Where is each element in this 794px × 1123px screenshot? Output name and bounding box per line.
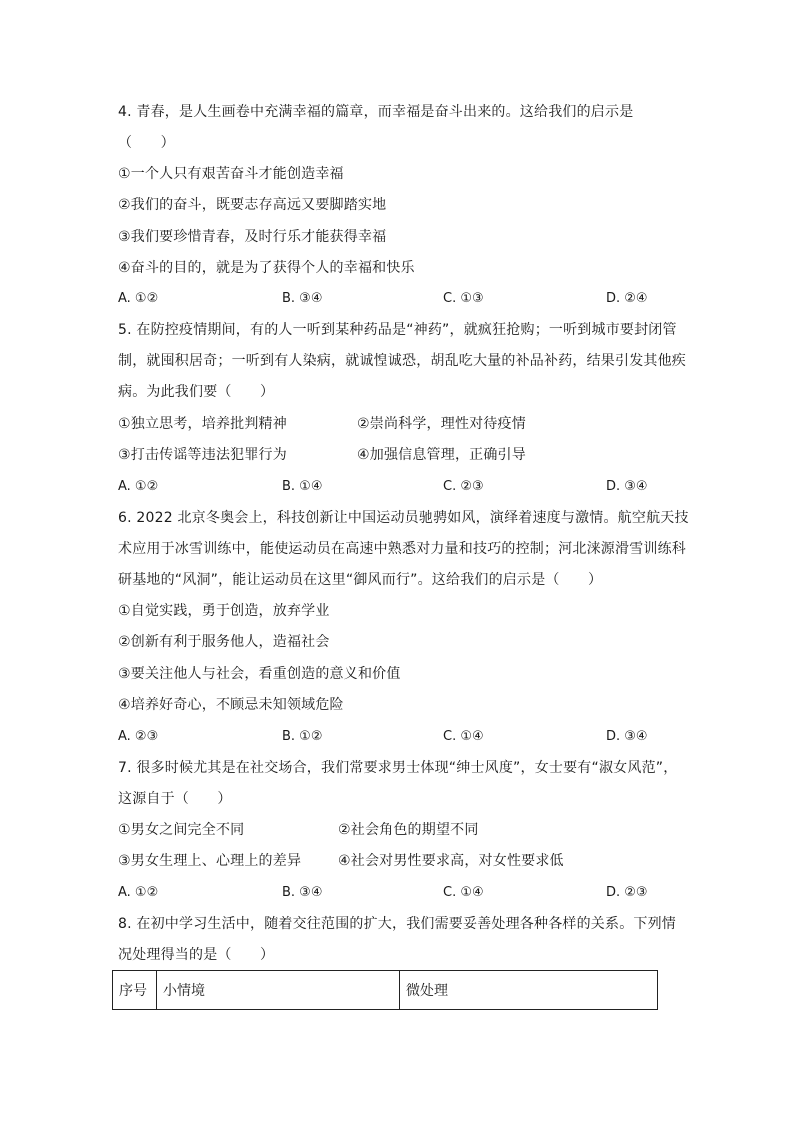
q7-option-a: A. ①②	[118, 885, 159, 900]
q4-stem-line-1: 4. 青春，是人生画卷中充满幸福的篇章，而幸福是奋斗出来的。这给我们的启示是	[118, 104, 634, 120]
q5-stem-line-2: 制，就囤积居奇；一听到有人染病，就诚惶诚恐，胡乱吃大量的补品补药，结果引发其他疾	[118, 353, 686, 369]
q4-option-c: C. ①③	[443, 291, 484, 306]
q7-option-d: D. ②③	[606, 885, 648, 900]
q5-stem-line-1: 5. 在防控疫情期间，有的人一听到某种药品是“神药”，就疯狂抢购；一听到城市要封闭管	[118, 322, 677, 338]
q6-stem-line-3: 研基地的“风洞”，能让运动员在这里“御风而行”。这给我们的启示是（ ）	[118, 572, 603, 588]
q5-option-c: C. ②③	[443, 479, 484, 494]
q4-stem-line-2: （ ）	[118, 135, 175, 151]
q7-item-2: ②社会角色的期望不同	[338, 822, 479, 838]
q4-item-1: ①一个人只有艰苦奋斗才能创造幸福	[118, 166, 344, 182]
q5-option-d: D. ③④	[606, 479, 648, 494]
q7-item-1: ①男女之间完全不同	[118, 822, 245, 838]
q4-item-2: ②我们的奋斗，既要志存高远又要脚踏实地	[118, 197, 387, 213]
q7-stem-line-2: 这源自于（ ）	[118, 791, 232, 807]
q8-stem-line-1: 8. 在初中学习生活中，随着交往范围的扩大，我们需要妥善处理各种各样的关系。下列情	[118, 916, 677, 932]
q5-item-2: ②崇尚科学，理性对待疫情	[357, 416, 526, 432]
q7-option-b: B. ③④	[282, 885, 323, 900]
q6-item-3: ③要关注他人与社会，看重创造的意义和价值	[118, 666, 401, 682]
q6-stem-line-2: 术应用于冰雪训练中，能使运动员在高速中熟悉对力量和技巧的控制；河北涞源滑雪训练科	[118, 541, 686, 557]
q7-option-c: C. ①④	[443, 885, 484, 900]
q4-option-a: A. ①②	[118, 291, 159, 306]
q6-item-1: ①自觉实践，勇于创造，放弃学业	[118, 603, 330, 619]
q5-item-4: ④加强信息管理，正确引导	[357, 447, 526, 463]
q5-stem-line-3: 病。为此我们要（ ）	[118, 384, 275, 400]
q4-option-b: B. ③④	[282, 291, 323, 306]
q6-item-4: ④培养好奇心，不顾忌未知领域危险	[118, 697, 344, 713]
q4-item-3: ③我们要珍惜青春，及时行乐才能获得幸福	[118, 229, 387, 245]
table-header-index: 序号	[113, 971, 157, 1009]
q5-item-3: ③打击传谣等违法犯罪行为	[118, 447, 287, 463]
q6-option-b: B. ①②	[282, 729, 323, 744]
table-header-handling: 微处理	[406, 983, 448, 999]
q7-item-3: ③男女生理上、心理上的差异	[118, 853, 302, 869]
q5-option-a: A. ①②	[118, 479, 159, 494]
q5-item-1: ①独立思考，培养批判精神	[118, 416, 287, 432]
q8-stem-line-2: 况处理得当的是（ ）	[118, 947, 275, 963]
q8-table	[112, 970, 658, 1010]
q6-option-c: C. ①④	[443, 729, 484, 744]
q4-option-d: D. ②④	[606, 291, 648, 306]
q6-option-d: D. ③④	[606, 729, 648, 744]
q5-option-b: B. ①④	[282, 479, 323, 494]
table-header-situation: 小情境	[157, 971, 400, 1009]
q4-item-4: ④奋斗的目的，就是为了获得个人的幸福和快乐	[118, 260, 415, 276]
q6-item-2: ②创新有利于服务他人，造福社会	[118, 634, 330, 650]
q6-stem-line-1: 6. 2022 北京冬奥会上，科技创新让中国运动员驰骋如风，演绎着速度与激情。航空航天技	[118, 510, 689, 526]
q6-option-a: A. ②③	[118, 729, 159, 744]
q7-stem-line-1: 7. 很多时候尤其是在社交场合，我们常要求男士体现“绅士风度”，女士要有“淑女风范”，	[118, 760, 678, 776]
q7-item-4: ④社会对男性要求高，对女性要求低	[338, 853, 564, 869]
